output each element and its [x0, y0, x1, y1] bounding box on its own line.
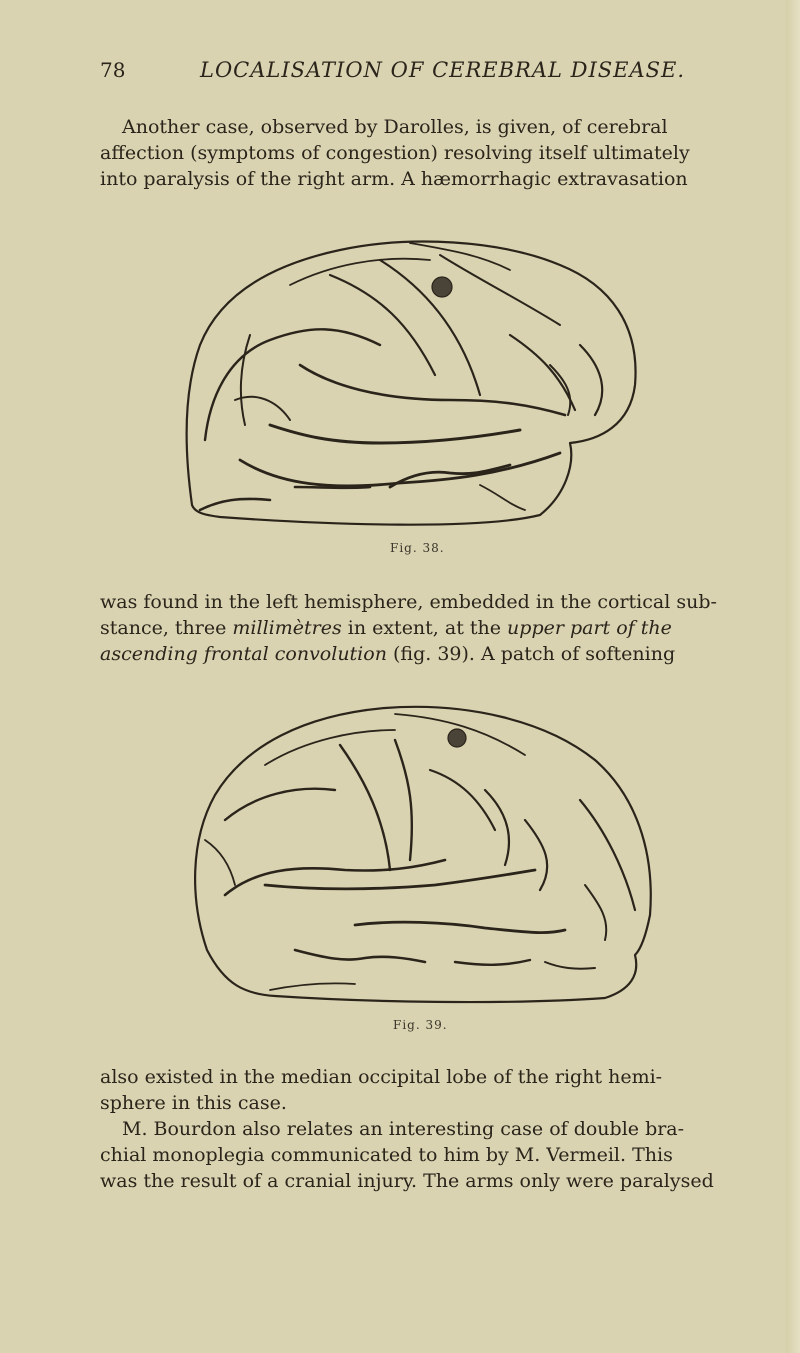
- figure-38-caption: Fig. 38.: [390, 541, 445, 555]
- page-edge: [786, 0, 800, 1353]
- italic-text: ascending frontal convolution: [100, 643, 387, 665]
- italic-text: upper part of the: [507, 617, 672, 639]
- page-header: [100, 58, 800, 98]
- text-line: was the result of a cranial injury. The arms only were paralysed: [100, 1170, 714, 1192]
- text-line: [100, 641, 770, 667]
- figure-39-caption: Fig. 39.: [393, 1018, 448, 1032]
- text-line: Another case, observed by Darolles, is given, of cerebral: [122, 116, 668, 138]
- paragraph-3: [100, 1064, 770, 1194]
- paragraph-1: [100, 114, 770, 192]
- text-line: affection (symptoms of congestion) resolving itself ultimately: [100, 142, 690, 164]
- text-line: was found in the left hemisphere, embedded in the cortical sub-: [100, 591, 717, 613]
- text-run: (fig. 39). A patch of softening: [386, 643, 676, 665]
- brain-drawing-fig-38: [180, 225, 660, 530]
- text-line: into paralysis of the right arm. A hæmorrhagic extravasation: [100, 168, 688, 190]
- text-run: in extent, at the: [341, 617, 508, 639]
- page-number: 78: [100, 58, 126, 82]
- text-line: sphere in this case.: [100, 1092, 287, 1114]
- brain-drawing-fig-39: [185, 700, 660, 1005]
- running-title: LOCALISATION OF CEREBRAL DISEASE.: [200, 58, 686, 82]
- text-run: stance, three: [100, 617, 233, 639]
- text-line: also existed in the median occipital lobe of the right hemi-: [100, 1066, 663, 1088]
- text-line: chial monoplegia communicated to him by M. Vermeil. This: [100, 1144, 673, 1166]
- text-line: [100, 615, 770, 641]
- figure-38-brain-illustration: [180, 225, 660, 530]
- figure-39-brain-illustration: [185, 700, 660, 1005]
- paragraph-2: [100, 589, 770, 667]
- italic-text: millimètres: [232, 617, 342, 639]
- text-line: M. Bourdon also relates an interesting case of double bra-: [122, 1118, 685, 1140]
